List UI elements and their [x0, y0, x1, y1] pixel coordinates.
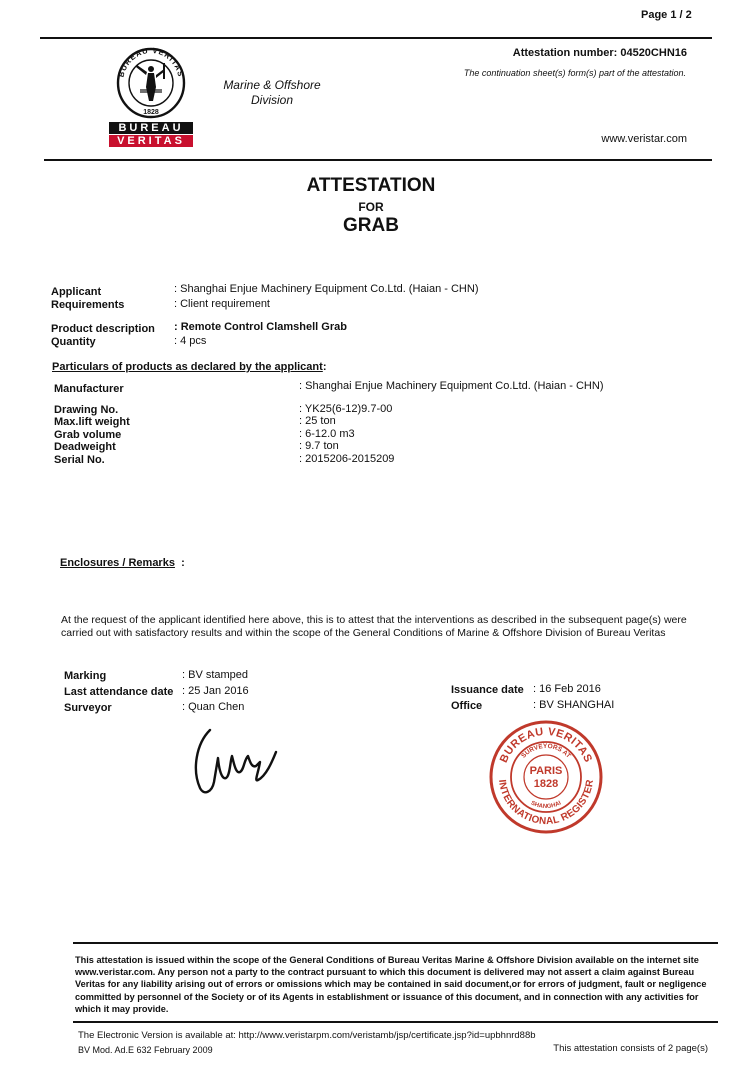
enclosures-remarks	[60, 557, 185, 569]
seal-top-text: BUREAU VERITAS	[116, 45, 186, 79]
division-line-1: Marine & Offshore	[223, 78, 321, 92]
footer-bottom-rule	[73, 1021, 718, 1023]
particulars-heading-text: Particulars of products as declared by the applicant	[52, 361, 323, 373]
deadweight-value: : 9.7 ton	[299, 440, 339, 452]
manufacturer-value: : Shanghai Enjue Machinery Equipment Co.Ltd. (Haian - CHN)	[299, 380, 604, 392]
requirements-label: Requirements	[51, 299, 125, 311]
stamp-outer-bottom: INTERNATIONAL REGISTER	[496, 778, 597, 828]
surveyor-signature-icon	[188, 722, 288, 798]
stamp-inner-top: SURVEYORS AT	[520, 742, 572, 760]
marking-label: Marking	[64, 670, 107, 682]
title-attestation: ATTESTATION	[306, 175, 436, 196]
bureau-veritas-stamp-icon	[487, 718, 605, 836]
stamp-inner-bottom: SHANGHAI	[529, 800, 563, 811]
grab-volume-label: Grab volume	[54, 429, 122, 441]
surveyor-value: : Quan Chen	[182, 701, 245, 713]
svg-text:SURVEYORS AT	[520, 743, 572, 760]
enclosures-label: Enclosures / Remarks	[60, 557, 175, 569]
continuation-note: The continuation sheet(s) form(s) part of the attestation.	[463, 68, 686, 78]
stamp-outer-top: BUREAU VERITAS	[497, 725, 595, 765]
footer-disclaimer: This attestation is issued within the scope of the General Conditions of Bureau Veritas Marine & Offshore Division available on the internet site www.veristar.com. Any person not a party to the contract pursuant to which this document is delivered may not assert a claim against Bureau Veritas for any liability arising out of errors or omissions which may be contained in said document,or for errors of judgment, fault or negligence committed by personnel of the Society or of its Agents in establishment or issuance of this document, and in connection with any activities for which it may provide.	[75, 955, 707, 1014]
seal-year-text: 1828	[143, 109, 159, 116]
attestation-number: Attestation number: 04520CHN16	[512, 47, 687, 59]
product-description-label: Product description	[51, 323, 155, 335]
title-for: FOR	[358, 200, 384, 214]
office-label: Office	[451, 700, 483, 712]
division-line-2: Division	[250, 93, 293, 107]
stamp-center-paris: PARIS	[529, 765, 563, 777]
quantity-label: Quantity	[51, 336, 96, 348]
last-attendance-label: Last attendance date	[64, 686, 174, 698]
stamp-center-year: 1828	[533, 778, 559, 790]
office-value: : BV SHANGHAI	[533, 699, 615, 711]
issuance-date-label: Issuance date	[451, 684, 524, 696]
last-attendance-value: : 25 Jan 2016	[182, 685, 249, 697]
form-reference: BV Mod. Ad.E 632 February 2009	[78, 1045, 213, 1055]
max-lift-weight-value: : 25 ton	[299, 415, 336, 427]
footer-top-rule	[73, 942, 718, 944]
electronic-version-link[interactable]: The Electronic Version is available at: http://www.veristarpm.com/veristamb/jsp/certificate.jsp?id=upbhnrd88b	[78, 1030, 536, 1041]
pages-note: This attestation consists of 2 page(s)	[553, 1043, 708, 1054]
max-lift-weight-label: Max.lift weight	[54, 416, 130, 428]
applicant-label: Applicant	[51, 286, 102, 298]
drawing-no-value: : YK25(6-12)9.7-00	[299, 403, 393, 415]
header-bottom-rule	[44, 159, 712, 161]
applicant-value: : Shanghai Enjue Machinery Equipment Co.Ltd. (Haian - CHN)	[174, 283, 479, 295]
surveyor-label: Surveyor	[64, 702, 112, 714]
serial-no-label: Serial No.	[54, 454, 105, 466]
header-top-rule	[40, 37, 712, 39]
division-name	[218, 78, 326, 108]
enclosures-colon: :	[181, 557, 185, 569]
product-description-value: : Remote Control Clamshell Grab	[174, 321, 347, 333]
logo-band-text-2: VERITAS	[117, 135, 185, 147]
logo-band-text-1: BUREAU	[118, 122, 184, 134]
requirements-value: : Client requirement	[174, 298, 270, 310]
grab-volume-value: : 6-12.0 m3	[299, 428, 355, 440]
bv-seal-icon	[110, 43, 192, 119]
issuance-date-value: : 16 Feb 2016	[533, 683, 601, 695]
marking-value: : BV stamped	[182, 669, 249, 681]
title-grab: GRAB	[343, 215, 399, 236]
deadweight-label: Deadweight	[54, 441, 116, 453]
attestation-statement: At the request of the applicant identified here above, this is to attest that the interventions as described in the subsequent page(s) were carried out with satisfactory results and within the scope of the General Conditions of Marine & Offshore Division of Bureau Veritas	[61, 614, 687, 639]
quantity-value: : 4 pcs	[174, 335, 207, 347]
drawing-no-label: Drawing No.	[54, 404, 119, 416]
svg-text:SHANGHAI	[530, 800, 563, 810]
page-number: Page 1 / 2	[641, 9, 692, 21]
particulars-heading	[52, 361, 326, 373]
website: www.veristar.com	[601, 133, 687, 145]
manufacturer-label: Manufacturer	[54, 383, 124, 395]
particulars-heading-colon: :	[322, 361, 327, 373]
serial-no-value: : 2015206-2015209	[299, 453, 395, 465]
